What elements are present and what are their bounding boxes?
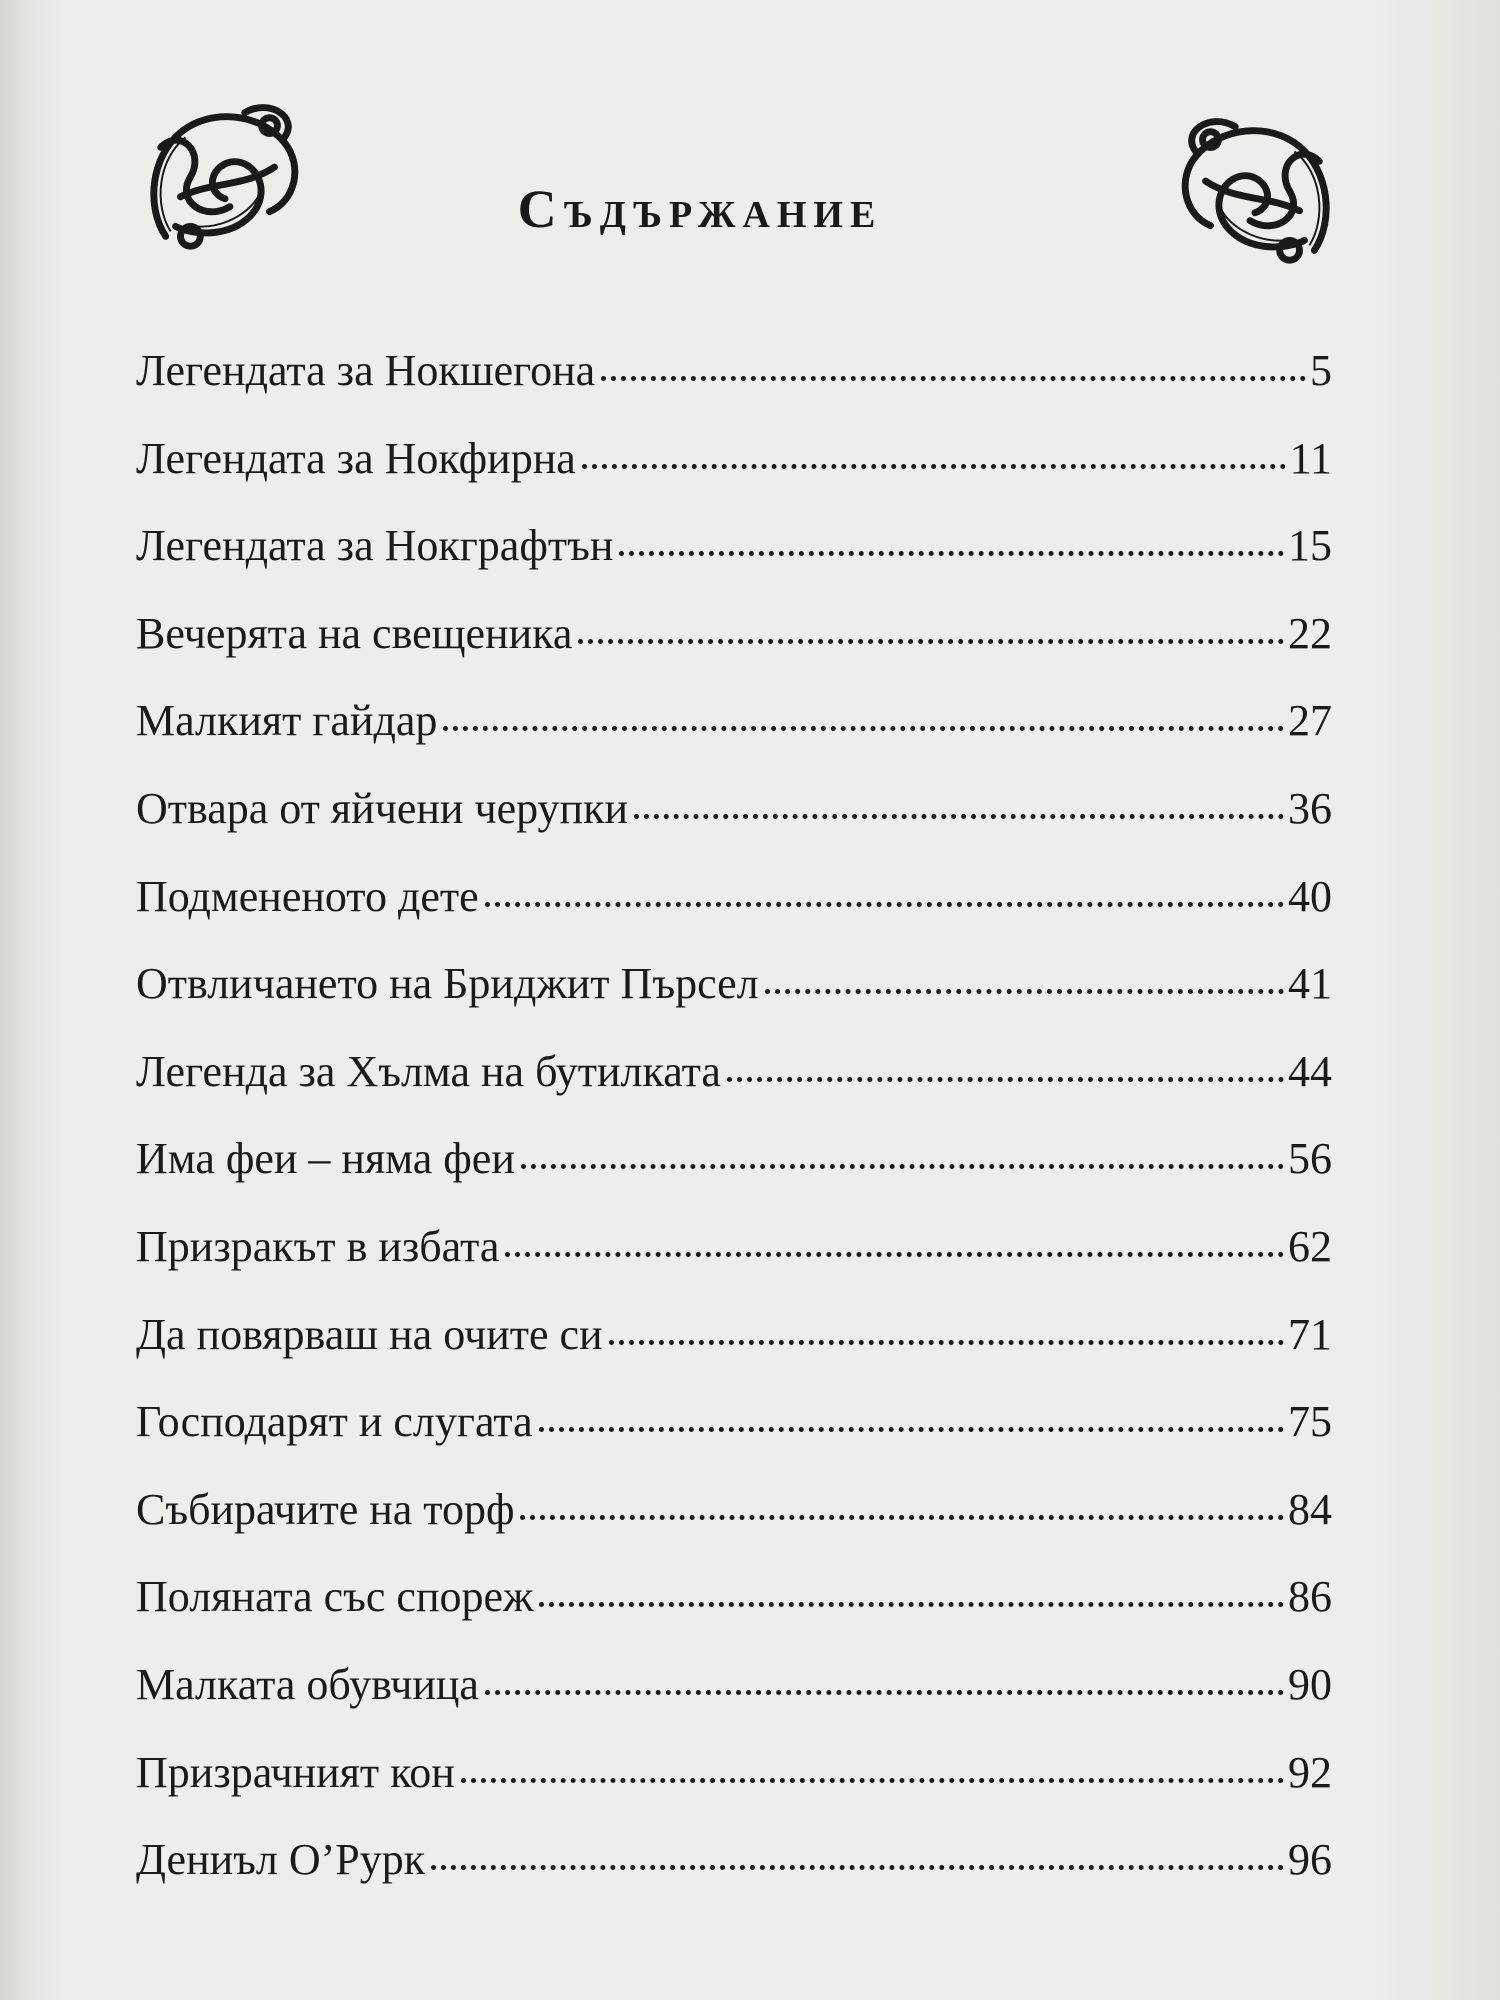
toc-entry-title: Да повярваш на очите си xyxy=(136,1309,603,1359)
toc-entry-page-number: 36 xyxy=(1288,783,1332,833)
toc-entry-title: Отвара от яйчени черупки xyxy=(136,783,628,833)
dot-leader xyxy=(609,1340,1284,1345)
toc-entry xyxy=(136,520,1332,608)
toc-entry-page-number: 92 xyxy=(1288,1747,1332,1797)
toc-entry-title: Легендата за Нокфирна xyxy=(136,433,576,483)
dot-leader xyxy=(727,1077,1284,1082)
dot-leader xyxy=(485,902,1284,907)
toc-entry-title: Малката обувчица xyxy=(136,1659,479,1709)
toc-entry xyxy=(136,958,1332,1046)
toc-entry-title: Събирачите на торф xyxy=(136,1484,515,1534)
toc-entry-page-number: 56 xyxy=(1288,1134,1332,1184)
toc-entry xyxy=(136,1221,1332,1309)
dot-leader xyxy=(765,989,1284,994)
toc-entry-title: Легендата за Нокграфтън xyxy=(136,521,614,571)
toc-entry xyxy=(136,1571,1332,1659)
celtic-knot-ornament-icon xyxy=(136,88,314,266)
toc-entry xyxy=(136,1046,1332,1134)
dot-leader xyxy=(431,1865,1284,1870)
toc-entry-page-number: 44 xyxy=(1288,1046,1332,1096)
table-of-contents xyxy=(136,345,1332,1922)
toc-entry-page-number: 90 xyxy=(1288,1659,1332,1709)
page-title: Съдържание xyxy=(517,179,883,239)
toc-entry xyxy=(136,1133,1332,1221)
toc-entry-page-number: 75 xyxy=(1288,1397,1332,1447)
dot-leader xyxy=(461,1778,1284,1783)
toc-entry xyxy=(136,433,1332,521)
dot-leader xyxy=(521,1164,1284,1169)
page-gutter-shadow xyxy=(0,0,70,2000)
toc-entry-page-number: 11 xyxy=(1289,433,1332,483)
dot-leader xyxy=(582,464,1286,469)
toc-entry xyxy=(136,1309,1332,1397)
toc-entry-page-number: 62 xyxy=(1288,1221,1332,1271)
toc-entry-title: Подмененото дете xyxy=(136,871,479,921)
toc-entry-page-number: 27 xyxy=(1288,696,1332,746)
dot-leader xyxy=(505,1252,1284,1257)
celtic-knot-ornament-icon xyxy=(1166,102,1344,280)
toc-entry xyxy=(136,345,1332,433)
toc-entry-title: Господарят и слугата xyxy=(136,1397,533,1447)
toc-entry-title: Отвличането на Бриджит Пърсел xyxy=(136,959,759,1009)
dot-leader xyxy=(634,814,1284,819)
toc-entry-page-number: 15 xyxy=(1288,521,1332,571)
toc-entry-page-number: 86 xyxy=(1288,1572,1332,1622)
toc-entry xyxy=(136,1396,1332,1484)
toc-entry-title: Легендата за Нокшегона xyxy=(136,346,596,395)
toc-entry-title: Легенда за Хълма на бутилката xyxy=(136,1046,721,1096)
toc-entry-page-number: 96 xyxy=(1288,1835,1332,1885)
dot-leader xyxy=(539,1427,1284,1432)
dot-leader xyxy=(520,1515,1284,1520)
page-edge-shadow xyxy=(1370,0,1500,2000)
dot-leader xyxy=(578,639,1284,644)
toc-entry xyxy=(136,695,1332,783)
toc-entry xyxy=(136,1484,1332,1572)
dot-leader xyxy=(619,551,1284,556)
toc-entry-title: Има феи – няма феи xyxy=(136,1134,515,1184)
toc-entry-title: Призрачният кон xyxy=(136,1747,455,1797)
toc-entry xyxy=(136,871,1332,959)
toc-entry xyxy=(136,1834,1332,1922)
toc-entry-page-number: 40 xyxy=(1288,871,1332,921)
toc-entry-title: Поляната със спореж xyxy=(136,1572,534,1622)
dot-leader xyxy=(539,1602,1284,1607)
toc-entry-page-number: 5 xyxy=(1310,346,1332,395)
toc-entry xyxy=(136,608,1332,696)
toc-entry-title: Вечерята на свещеника xyxy=(136,608,573,658)
dot-leader xyxy=(601,376,1306,381)
toc-entry-page-number: 71 xyxy=(1288,1309,1332,1359)
toc-entry-title: Малкият гайдар xyxy=(136,696,438,746)
toc-entry-page-number: 41 xyxy=(1288,959,1332,1009)
dot-leader xyxy=(485,1690,1284,1695)
toc-entry xyxy=(136,783,1332,871)
toc-entry-page-number: 22 xyxy=(1288,608,1332,658)
toc-entry-page-number: 84 xyxy=(1288,1484,1332,1534)
toc-entry xyxy=(136,1747,1332,1835)
toc-entry-title: Призракът в избата xyxy=(136,1221,500,1271)
toc-entry xyxy=(136,1659,1332,1747)
toc-entry-title: Дениъл О’Рурк xyxy=(136,1835,426,1885)
dot-leader xyxy=(443,726,1284,731)
